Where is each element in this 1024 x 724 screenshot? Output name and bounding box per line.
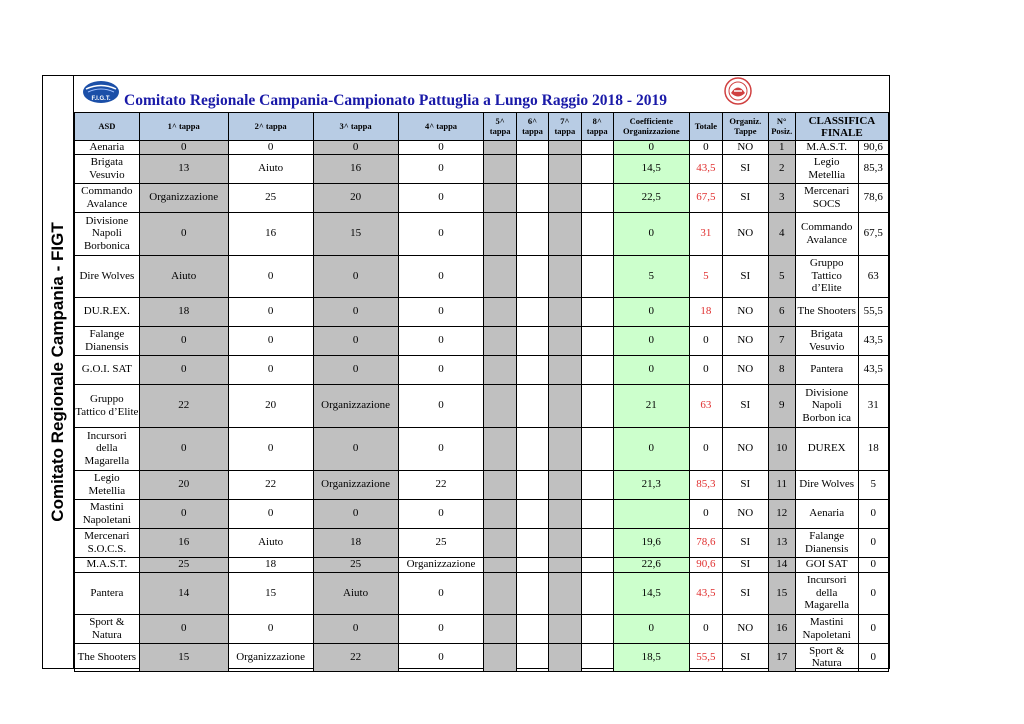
coefficiente-cell: 21 xyxy=(613,384,689,427)
tappa-8-cell xyxy=(581,297,613,326)
tappa-8-cell xyxy=(581,326,613,355)
asd-cell: Legio Metellia xyxy=(75,470,140,499)
classifica-name-cell: Falange Dianensis xyxy=(795,528,858,557)
header-row xyxy=(75,113,889,141)
tappa-8-cell xyxy=(581,141,613,155)
posiz-cell: 8 xyxy=(768,355,795,384)
tappa-4-cell: 0 xyxy=(398,297,484,326)
classifica-name-cell: Dire Wolves xyxy=(795,470,858,499)
tappa-5-cell xyxy=(484,643,516,671)
coefficiente-cell: 0 xyxy=(613,297,689,326)
tappa-4-cell: 0 xyxy=(398,183,484,212)
totale-cell: 43,5 xyxy=(689,572,722,614)
tappa-3-cell: Organizzazione xyxy=(313,384,398,427)
tappa-6-cell xyxy=(516,212,548,255)
asd-cell: The Shooters xyxy=(75,643,140,671)
classifica-name-cell: Incursori della Magarella xyxy=(795,572,858,614)
header-coefficiente: Coefficiente Organizzazione xyxy=(613,113,689,141)
organiz-cell: SI xyxy=(723,528,769,557)
totale-cell: 67,5 xyxy=(689,183,722,212)
header-tappa-4: 4^ tappa xyxy=(398,113,484,141)
table-row xyxy=(75,183,889,212)
coefficiente-cell: 0 xyxy=(613,141,689,155)
tappa-8-cell xyxy=(581,255,613,297)
tappa-1-cell: 20 xyxy=(139,470,228,499)
table-row xyxy=(75,427,889,470)
tappa-2-cell: 0 xyxy=(228,255,313,297)
tappa-1-cell: 0 xyxy=(139,141,228,155)
tappa-2-cell: 20 xyxy=(228,384,313,427)
posiz-cell: 11 xyxy=(768,470,795,499)
asd-cell: Pantera xyxy=(75,572,140,614)
table-row xyxy=(75,470,889,499)
classifica-value-cell: 31 xyxy=(858,384,888,427)
asd-cell: Divisione Napoli Borbonica xyxy=(75,212,140,255)
coefficiente-cell: 0 xyxy=(613,355,689,384)
tappa-8-cell xyxy=(581,183,613,212)
table-row xyxy=(75,355,889,384)
tappa-5-cell xyxy=(484,528,516,557)
tappa-3-cell: 0 xyxy=(313,297,398,326)
tappa-5-cell xyxy=(484,614,516,643)
totale-cell: 0 xyxy=(689,499,722,528)
table-row xyxy=(75,572,889,614)
organiz-cell: SI xyxy=(723,183,769,212)
tappa-3-cell: 20 xyxy=(313,183,398,212)
header-tappa-7: 7^ tappa xyxy=(549,113,581,141)
posiz-cell: 4 xyxy=(768,212,795,255)
classifica-name-cell: Divisione Napoli Borbon ica xyxy=(795,384,858,427)
asd-cell: Gruppo Tattico d’Elite xyxy=(75,384,140,427)
coefficiente-cell: 14,5 xyxy=(613,154,689,183)
posiz-cell: 2 xyxy=(768,154,795,183)
coefficiente-cell: 0 xyxy=(613,212,689,255)
tappa-2-cell: Aiuto xyxy=(228,154,313,183)
classifica-value-cell: 0 xyxy=(858,528,888,557)
table-row xyxy=(75,255,889,297)
tappa-2-cell: Aiuto xyxy=(228,528,313,557)
totale-cell: 55,5 xyxy=(689,643,722,671)
table-row xyxy=(75,614,889,643)
header-asd: ASD xyxy=(75,113,140,141)
totale-cell: 0 xyxy=(689,141,722,155)
svg-text:F.I.G.T.: F.I.G.T. xyxy=(91,96,111,102)
side-label-column xyxy=(42,75,74,669)
tappa-7-cell xyxy=(549,643,581,671)
table-row xyxy=(75,528,889,557)
asd-cell: G.O.I. SAT xyxy=(75,355,140,384)
tappa-5-cell xyxy=(484,154,516,183)
table-row xyxy=(75,212,889,255)
side-label: Comitato Regionale Campania - FIGT xyxy=(47,222,67,522)
classifica-value-cell: 0 xyxy=(858,499,888,528)
tappa-5-cell xyxy=(484,141,516,155)
tappa-1-cell: 22 xyxy=(139,384,228,427)
tappa-2-cell: 0 xyxy=(228,499,313,528)
tappa-1-cell: 0 xyxy=(139,614,228,643)
totale-cell: 31 xyxy=(689,212,722,255)
classifica-name-cell: Mercenari SOCS xyxy=(795,183,858,212)
page-title: Comitato Regionale Campania-Campionato Pattuglia a Lungo Raggio 2018 - 2019 xyxy=(124,92,667,109)
tappa-5-cell xyxy=(484,297,516,326)
posiz-cell: 1 xyxy=(768,141,795,155)
classifica-name-cell: Brigata Vesuvio xyxy=(795,326,858,355)
totale-cell: 0 xyxy=(689,326,722,355)
tappa-7-cell xyxy=(549,212,581,255)
tappa-8-cell xyxy=(581,528,613,557)
tappa-7-cell xyxy=(549,528,581,557)
posiz-cell: 10 xyxy=(768,427,795,470)
classifica-name-cell: Gruppo Tattico d’Elite xyxy=(795,255,858,297)
table-row xyxy=(75,297,889,326)
organiz-cell: SI xyxy=(723,643,769,671)
tappa-6-cell xyxy=(516,183,548,212)
classifica-value-cell: 0 xyxy=(858,557,888,572)
figt-logo-icon xyxy=(82,80,120,104)
posiz-cell: 17 xyxy=(768,643,795,671)
header-tappa-8: 8^ tappa xyxy=(581,113,613,141)
tappa-6-cell xyxy=(516,255,548,297)
asd-cell: DU.R.EX. xyxy=(75,297,140,326)
tappa-7-cell xyxy=(549,183,581,212)
tappa-6-cell xyxy=(516,326,548,355)
tappa-6-cell xyxy=(516,528,548,557)
table-row xyxy=(75,154,889,183)
organiz-cell: NO xyxy=(723,212,769,255)
tappa-3-cell: 0 xyxy=(313,499,398,528)
asd-cell: Falange Dianensis xyxy=(75,326,140,355)
tappa-2-cell: 0 xyxy=(228,427,313,470)
tappa-2-cell: 0 xyxy=(228,355,313,384)
tappa-7-cell xyxy=(549,255,581,297)
asd-cell: Aenaria xyxy=(75,141,140,155)
header-totale: Totale xyxy=(689,113,722,141)
tappa-6-cell xyxy=(516,572,548,614)
tappa-1-cell: 15 xyxy=(139,643,228,671)
coefficiente-cell: 0 xyxy=(613,614,689,643)
classifica-value-cell: 90,6 xyxy=(858,141,888,155)
tappa-7-cell xyxy=(549,384,581,427)
organiz-cell: SI xyxy=(723,384,769,427)
tappa-6-cell xyxy=(516,614,548,643)
tappa-3-cell: 0 xyxy=(313,326,398,355)
totale-cell: 85,3 xyxy=(689,470,722,499)
tappa-6-cell xyxy=(516,499,548,528)
tappa-4-cell: 0 xyxy=(398,154,484,183)
tappa-4-cell: 0 xyxy=(398,427,484,470)
coefficiente-cell: 22,5 xyxy=(613,183,689,212)
tappa-1-cell: 16 xyxy=(139,528,228,557)
tappa-7-cell xyxy=(549,614,581,643)
tappa-8-cell xyxy=(581,355,613,384)
totale-cell: 43,5 xyxy=(689,154,722,183)
classifica-name-cell: M.A.S.T. xyxy=(795,141,858,155)
organiz-cell: NO xyxy=(723,614,769,643)
asd-cell: Brigata Vesuvio xyxy=(75,154,140,183)
tappa-6-cell xyxy=(516,427,548,470)
tappa-4-cell: 25 xyxy=(398,528,484,557)
classifica-name-cell: Commando Avalance xyxy=(795,212,858,255)
totale-cell: 18 xyxy=(689,297,722,326)
posiz-cell: 15 xyxy=(768,572,795,614)
table-row xyxy=(75,326,889,355)
tappa-4-cell: 0 xyxy=(398,499,484,528)
posiz-cell: 13 xyxy=(768,528,795,557)
tappa-8-cell xyxy=(581,614,613,643)
tappa-6-cell xyxy=(516,557,548,572)
tappa-1-cell: 0 xyxy=(139,212,228,255)
classifica-name-cell: Pantera xyxy=(795,355,858,384)
tappa-4-cell: 0 xyxy=(398,572,484,614)
tappa-8-cell xyxy=(581,384,613,427)
posiz-cell: 3 xyxy=(768,183,795,212)
organiz-cell: SI xyxy=(723,557,769,572)
tappa-8-cell xyxy=(581,572,613,614)
organiz-cell: NO xyxy=(723,499,769,528)
coefficiente-cell: 22,6 xyxy=(613,557,689,572)
tappa-2-cell: 0 xyxy=(228,297,313,326)
tappa-4-cell: 0 xyxy=(398,141,484,155)
tappa-5-cell xyxy=(484,384,516,427)
tappa-4-cell: 0 xyxy=(398,255,484,297)
tappa-3-cell: 15 xyxy=(313,212,398,255)
asd-cell: Mercenari S.O.C.S. xyxy=(75,528,140,557)
tappa-6-cell xyxy=(516,384,548,427)
tappa-2-cell: 0 xyxy=(228,326,313,355)
table-row xyxy=(75,141,889,155)
classifica-name-cell: GOI SAT xyxy=(795,557,858,572)
classifica-name-cell: DUREX xyxy=(795,427,858,470)
classifica-value-cell: 18 xyxy=(858,427,888,470)
tappa-5-cell xyxy=(484,326,516,355)
tappa-1-cell: 0 xyxy=(139,499,228,528)
tappa-3-cell: 0 xyxy=(313,355,398,384)
tappa-8-cell xyxy=(581,470,613,499)
totale-cell: 78,6 xyxy=(689,528,722,557)
table-row xyxy=(75,384,889,427)
header-tappa-6: 6^ tappa xyxy=(516,113,548,141)
tappa-1-cell: Organizzazione xyxy=(139,183,228,212)
tappa-7-cell xyxy=(549,141,581,155)
tappa-2-cell: 0 xyxy=(228,141,313,155)
totale-cell: 90,6 xyxy=(689,557,722,572)
tappa-1-cell: 0 xyxy=(139,326,228,355)
tappa-3-cell: Aiuto xyxy=(313,572,398,614)
header-organiz: Organiz. Tappe xyxy=(723,113,769,141)
tappa-2-cell: Organizzazione xyxy=(228,643,313,671)
tappa-6-cell xyxy=(516,643,548,671)
tappa-4-cell: Organizzazione xyxy=(398,557,484,572)
tappa-3-cell: Organizzazione xyxy=(313,470,398,499)
classifica-name-cell: Aenaria xyxy=(795,499,858,528)
tappa-7-cell xyxy=(549,557,581,572)
tappa-3-cell: 16 xyxy=(313,154,398,183)
tappa-8-cell xyxy=(581,154,613,183)
classifica-value-cell: 5 xyxy=(858,470,888,499)
totale-cell: 63 xyxy=(689,384,722,427)
tappa-7-cell xyxy=(549,572,581,614)
classifica-value-cell: 63 xyxy=(858,255,888,297)
tappa-5-cell xyxy=(484,557,516,572)
coefficiente-cell: 0 xyxy=(613,326,689,355)
classifica-name-cell: Legio Metellia xyxy=(795,154,858,183)
tappa-6-cell xyxy=(516,297,548,326)
header-tappa-2: 2^ tappa xyxy=(228,113,313,141)
tappa-7-cell xyxy=(549,326,581,355)
classifica-value-cell: 43,5 xyxy=(858,355,888,384)
tappa-8-cell xyxy=(581,557,613,572)
tappa-5-cell xyxy=(484,499,516,528)
tappa-4-cell: 0 xyxy=(398,355,484,384)
tappa-2-cell: 18 xyxy=(228,557,313,572)
tappa-4-cell: 22 xyxy=(398,470,484,499)
tappa-5-cell xyxy=(484,355,516,384)
tappa-1-cell: 0 xyxy=(139,355,228,384)
table-row xyxy=(75,557,889,572)
asd-cell: Commando Avalance xyxy=(75,183,140,212)
tappa-2-cell: 16 xyxy=(228,212,313,255)
tappa-5-cell xyxy=(484,255,516,297)
tappa-5-cell xyxy=(484,572,516,614)
tappa-3-cell: 18 xyxy=(313,528,398,557)
tappa-2-cell: 22 xyxy=(228,470,313,499)
coefficiente-cell: 14,5 xyxy=(613,572,689,614)
regional-emblem-icon xyxy=(722,76,754,106)
totale-cell: 5 xyxy=(689,255,722,297)
organiz-cell: NO xyxy=(723,427,769,470)
coefficiente-cell: 18,5 xyxy=(613,643,689,671)
tappa-1-cell: 25 xyxy=(139,557,228,572)
classifica-value-cell: 0 xyxy=(858,572,888,614)
standings-table xyxy=(74,112,889,672)
organiz-cell: SI xyxy=(723,255,769,297)
organiz-cell: NO xyxy=(723,141,769,155)
tappa-8-cell xyxy=(581,212,613,255)
classifica-name-cell: Mastini Napoletani xyxy=(795,614,858,643)
tappa-3-cell: 22 xyxy=(313,643,398,671)
coefficiente-cell: 19,6 xyxy=(613,528,689,557)
posiz-cell: 5 xyxy=(768,255,795,297)
totale-cell: 0 xyxy=(689,427,722,470)
tappa-3-cell: 0 xyxy=(313,614,398,643)
tappa-6-cell xyxy=(516,470,548,499)
header-classifica: CLASSIFICA FINALE xyxy=(795,113,888,141)
classifica-value-cell: 78,6 xyxy=(858,183,888,212)
asd-cell: Dire Wolves xyxy=(75,255,140,297)
asd-cell: Sport & Natura xyxy=(75,614,140,643)
classifica-name-cell: The Shooters xyxy=(795,297,858,326)
posiz-cell: 12 xyxy=(768,499,795,528)
classifica-value-cell: 0 xyxy=(858,643,888,671)
tappa-1-cell: 0 xyxy=(139,427,228,470)
tappa-1-cell: Aiuto xyxy=(139,255,228,297)
tappa-5-cell xyxy=(484,212,516,255)
header-posiz: N° Posiz. xyxy=(768,113,795,141)
tappa-3-cell: 25 xyxy=(313,557,398,572)
coefficiente-cell: 0 xyxy=(613,427,689,470)
classifica-value-cell: 55,5 xyxy=(858,297,888,326)
asd-cell: M.A.S.T. xyxy=(75,557,140,572)
tappa-8-cell xyxy=(581,643,613,671)
tappa-8-cell xyxy=(581,499,613,528)
tappa-6-cell xyxy=(516,355,548,384)
tappa-7-cell xyxy=(549,499,581,528)
tappa-1-cell: 13 xyxy=(139,154,228,183)
totale-cell: 0 xyxy=(689,614,722,643)
organiz-cell: SI xyxy=(723,572,769,614)
tappa-7-cell xyxy=(549,355,581,384)
tappa-5-cell xyxy=(484,183,516,212)
header-tappa-1: 1^ tappa xyxy=(139,113,228,141)
table-row xyxy=(75,643,889,671)
tappa-4-cell: 0 xyxy=(398,326,484,355)
organiz-cell: SI xyxy=(723,154,769,183)
tappa-5-cell xyxy=(484,470,516,499)
posiz-cell: 14 xyxy=(768,557,795,572)
tappa-2-cell: 25 xyxy=(228,183,313,212)
tappa-7-cell xyxy=(549,154,581,183)
tappa-1-cell: 18 xyxy=(139,297,228,326)
tappa-6-cell xyxy=(516,154,548,183)
posiz-cell: 6 xyxy=(768,297,795,326)
totale-cell: 0 xyxy=(689,355,722,384)
tappa-1-cell: 14 xyxy=(139,572,228,614)
organiz-cell: NO xyxy=(723,297,769,326)
tappa-2-cell: 15 xyxy=(228,572,313,614)
tappa-3-cell: 0 xyxy=(313,255,398,297)
asd-cell: Incursori della Magarella xyxy=(75,427,140,470)
tappa-4-cell: 0 xyxy=(398,614,484,643)
coefficiente-cell xyxy=(613,499,689,528)
header-tappa-5: 5^ tappa xyxy=(484,113,516,141)
classifica-name-cell: Sport & Natura xyxy=(795,643,858,671)
tappa-4-cell: 0 xyxy=(398,384,484,427)
tappa-7-cell xyxy=(549,427,581,470)
coefficiente-cell: 5 xyxy=(613,255,689,297)
classifica-value-cell: 0 xyxy=(858,614,888,643)
asd-cell: Mastini Napoletani xyxy=(75,499,140,528)
tappa-3-cell: 0 xyxy=(313,141,398,155)
tappa-2-cell: 0 xyxy=(228,614,313,643)
organiz-cell: NO xyxy=(723,326,769,355)
table-row xyxy=(75,499,889,528)
tappa-4-cell: 0 xyxy=(398,643,484,671)
coefficiente-cell: 21,3 xyxy=(613,470,689,499)
tappa-6-cell xyxy=(516,141,548,155)
organiz-cell: SI xyxy=(723,470,769,499)
tappa-7-cell xyxy=(549,470,581,499)
tappa-3-cell: 0 xyxy=(313,427,398,470)
tappa-8-cell xyxy=(581,427,613,470)
posiz-cell: 16 xyxy=(768,614,795,643)
posiz-cell: 9 xyxy=(768,384,795,427)
header-tappa-3: 3^ tappa xyxy=(313,113,398,141)
tappa-4-cell: 0 xyxy=(398,212,484,255)
organiz-cell: NO xyxy=(723,355,769,384)
classifica-value-cell: 43,5 xyxy=(858,326,888,355)
tappa-7-cell xyxy=(549,297,581,326)
classifica-value-cell: 67,5 xyxy=(858,212,888,255)
classifica-value-cell: 85,3 xyxy=(858,154,888,183)
posiz-cell: 7 xyxy=(768,326,795,355)
tappa-5-cell xyxy=(484,427,516,470)
